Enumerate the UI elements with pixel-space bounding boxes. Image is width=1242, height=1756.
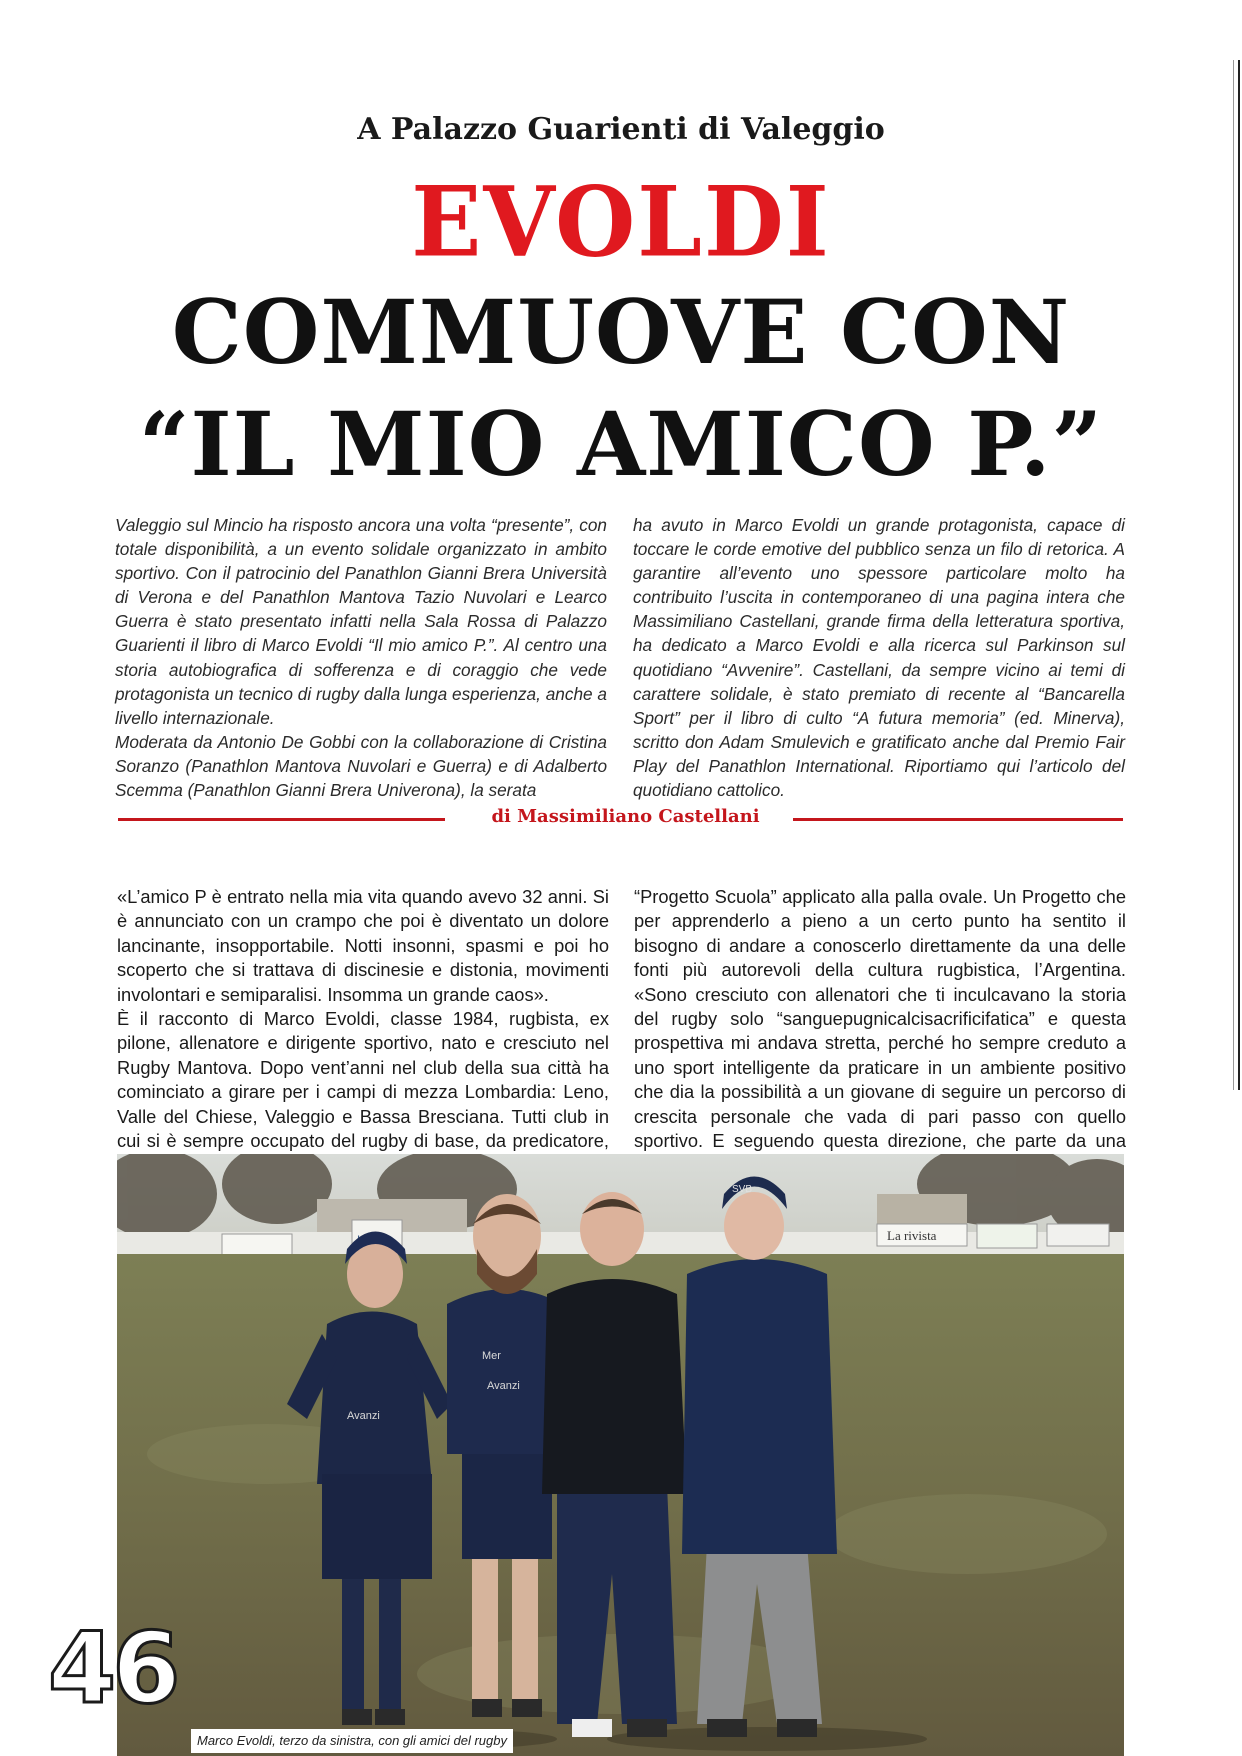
intro-paragraph: ha avuto in Marco Evoldi un grande protagonista, capace di toccare le corde emotive del pubblico senza un filo di retorica. A garantire all’evento uno spessore particolare molto ha contribuito l’uscita in contemporaneo di una pagina intera che Massimiliano Castellani, grande firma della letteratura sportiva, ha dedicato a Marco Evoldi e alla ricerca sul Parkinson sul quotidiano “Avvenire”. Castellani, da sempre vicino ai temi di carattere solidale, è stato premiato di recente al “Bancarella Sport” per il libro di culto “A futura memoria” (ed. Minerva), scritto don Adam Smulevich e gratificato anche dal Premio Fair Play del Panathlon International. Riportiamo qui l’articolo del quotidiano cattolico. [633, 515, 1125, 801]
body-column-left [117, 885, 609, 1155]
page-number: 46 [48, 1612, 177, 1726]
body-paragraph: “Progetto Scuola” applicato alla palla ovale. Un Progetto che per apprenderlo a pieno a un certo punto ha sentito il bisogno di andare a conoscerlo direttamente da una delle fonti più autorevoli della cultura rugbistica, l’Argentina. «Sono cresciuto con allenatori che ti inculcavano la storia del rugby solo “sanguepugnicalcisacrificifatica” e questa prospettiva mi andava stretta, perché ho sempre creduto a uno sport intelligente da praticare in un ambiente positivo che dia la possibilità a un giovane di seguire un percorso di crescita personale che vada di pari passo con quello sportivo. E seguendo questa direzione, che parte da una [634, 886, 1126, 1152]
intro-paragraph: Valeggio sul Mincio ha risposto ancora una volta “presente”, con totale disponibilità, a un evento solidale organizzato in ambito sportivo. Con il patrocinio del Panathlon Gianni Brera Università di Verona e del Panathlon Mantova Tazio Nuvolari e Learco Guerra è stato presentato infatti nella Sala Rossa di Palazzo Guarienti il libro di Marco Evoldi “Il mio amico P.”. Al centro una storia autobiografica di sofferenza e di coraggio che vede protagonista un tecnico di rugby dalla lunga esperienza, anche a livello internazionale. [115, 515, 607, 728]
article-kicker: A Palazzo Guarienti di Valeggio [357, 112, 885, 147]
beanie-text: SVB [732, 1184, 753, 1195]
body-paragraph: «L’amico P è entrato nella mia vita quando avevo 32 anni. Si è annunciato con un crampo che poi è diventato un dolore lancinante, insopportabile. Notti insonni, spasmi e poi ho scoperto che si trattava di discinesie e distonia, movimenti involontari e semiparalisi. Insomma un grande caos». [117, 886, 609, 1005]
intro-paragraph: Moderata da Antonio De Gobbi con la collaborazione di Cristina Soranzo (Panathlon Mantova Nuvolari e Guerra) e di Adalberto Scemma (Panathlon Gianni Brera Univerona), la serata [115, 731, 607, 801]
team-photo-illustration [117, 1154, 1124, 1756]
team-photo [117, 1154, 1124, 1756]
jersey-text: Avanzi [487, 1380, 520, 1392]
photo-caption: Marco Evoldi, terzo da sinistra, con gli amici del rugby [191, 1729, 513, 1753]
byline: di Massimiliano Castellani [491, 806, 760, 827]
headline-red: EVOLDI [411, 165, 831, 279]
headline-line-1: COMMUOVE CON [171, 280, 1071, 384]
byline-rule-left [118, 818, 445, 821]
jersey-text: Mer [482, 1350, 501, 1362]
byline-bar [118, 806, 1123, 832]
intro-column-left [115, 513, 607, 802]
byline-rule-right [793, 818, 1123, 821]
body-column-right [634, 885, 1126, 1155]
intro-column-right [633, 513, 1125, 802]
body-paragraph: È il racconto di Marco Evoldi, classe 1984, rugbista, ex pilone, allenatore e dirigente sportivo, nato e cresciuto nel Rugby Mantova. Dopo vent’anni nel club della sua città ha cominciato a girare per i campi di mezza Lombardia: Leno, Valle del Chiese, Valeggio e Bassa Bresciana. Tutti club in cui si è sempre occupato del rugby di base, da predicatore, [117, 1008, 609, 1152]
jersey-text: Avanzi [347, 1410, 380, 1422]
banner-la-rivista: La rivista [887, 1228, 937, 1243]
headline-line-2: “IL MIO AMICO P.” [138, 392, 1104, 496]
